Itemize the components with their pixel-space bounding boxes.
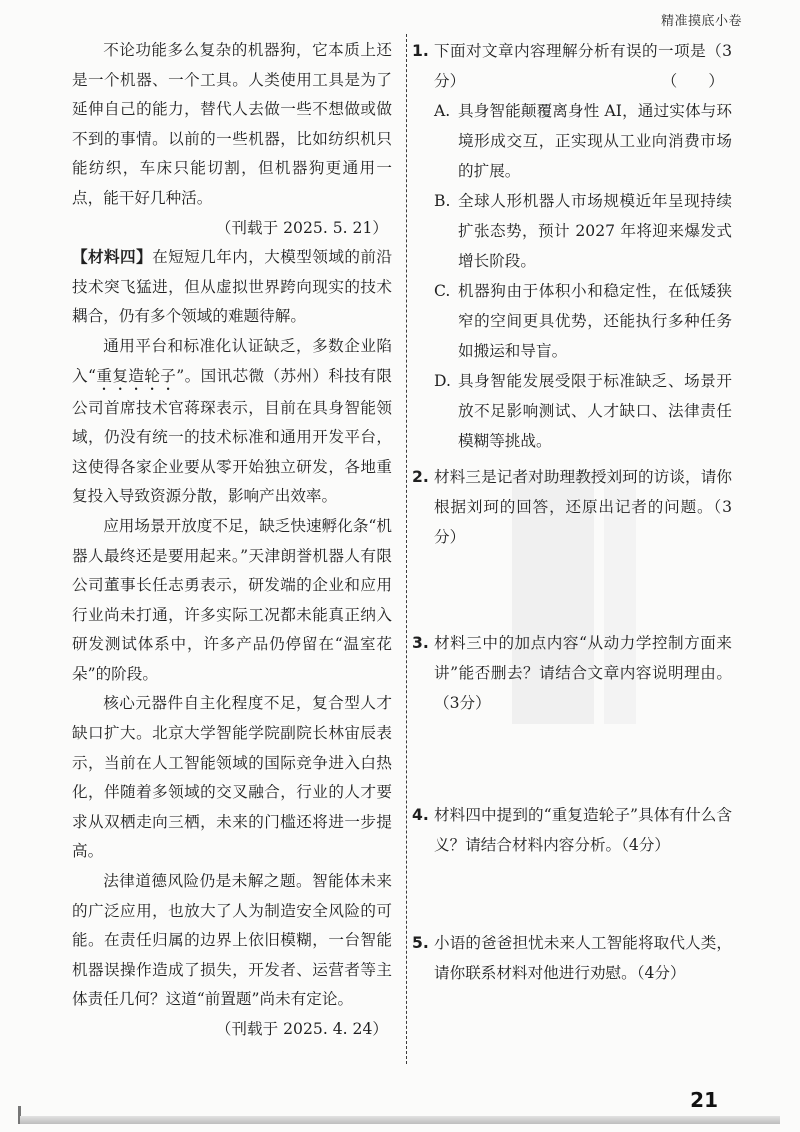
page-number: 21 [690, 1088, 718, 1112]
column-divider [406, 34, 407, 1064]
question-number: 5. [412, 934, 429, 952]
header-title: 精准摸底小卷 [660, 14, 742, 29]
answer-bracket: （ ） [661, 72, 724, 90]
question-text: 材料四中提到的“重复造轮子”具体有什么含义？请结合材料内容分析。（4分） [434, 806, 732, 854]
material-four-intro [72, 243, 392, 332]
question-number: 2. [412, 468, 429, 486]
option-d [412, 366, 732, 456]
option-text: 机器狗由于体积小和稳定性，在低矮狭窄的空间更具优势，还能执行多种任务如搬运和导盲。 [458, 282, 732, 360]
source-date-1: （刊载于 2025. 5. 21） [215, 218, 388, 237]
question-4 [412, 800, 732, 860]
option-text: 具身智能颠覆离身性 AI，通过实体与环境形成交互，正实现从工业向消费市场的扩展。 [458, 102, 732, 180]
question-text [434, 36, 732, 96]
option-text: 全球人形机器人市场规模近年呈现持续扩张态势，预计 2027 年将迎来爆发式增长阶段。 [458, 192, 732, 270]
question-text: 材料三中的加点内容“从动力学控制方面来讲”能否删去？请结合文章内容说明理由。（3分） [434, 634, 732, 712]
material-four-text: 在短短几年内，大模型领域的前沿技术突飞猛进，但从虚拟世界跨向现实的技术耦合，仍有多个领域的难题待解。 [72, 248, 392, 326]
question-5 [412, 928, 732, 988]
question-2 [412, 462, 732, 552]
paragraph-standards-part-b: 。国讯芯微（苏州）科技有限公司首席技术官蒋琛表示，目前在具身智能领域，仍没有统一的技术标准和通用开发平台，这使得各家企业要从零开始独立研发，各地重复投入导致资源分散，影响产出效率。 [72, 366, 392, 506]
paragraph-scenarios: 应用场景开放度不足，缺乏快速孵化条“机器人最终还是要用起来。”天津朗誉机器人有限公司董事长任志勇表示，研发端的企业和应用行业尚未打通，许多实际工况都未能真正纳入研发测试体系中，许多产品仍停留在“温室花朵”的阶段。 [72, 516, 392, 683]
page-bottom-edge [20, 1116, 780, 1124]
paragraph-components: 核心元器件自主化程度不足，复合型人才缺口扩大。北京大学智能学院副院长林宙辰表示，当前在人工智能领域的国际竞争进入白热化，伴随着多领域的交叉融合，行业的人才要求从双栖走向三栖，未来的门槛还将进一步提高。 [72, 694, 392, 861]
option-c [412, 276, 732, 366]
right-column [412, 36, 732, 988]
option-b [412, 186, 732, 276]
option-label: B. [434, 192, 451, 210]
source-date-2: （刊载于 2025. 4. 24） [215, 1020, 388, 1038]
option-label: D. [434, 372, 451, 390]
question-text: 小语的爸爸担忧未来人工智能将取代人类，请你联系材料对他进行劝慰。（4分） [434, 934, 732, 982]
question-number: 4. [412, 806, 429, 824]
question-1 [412, 36, 732, 96]
option-text: 具身智能发展受限于标准缺乏、场景开放不足影响测试、人才缺口、法律责任模糊等挑战。 [458, 372, 732, 450]
material-four-tag: 【材料四】 [72, 248, 153, 267]
paragraph-robot-dog: 不论功能多么复杂的机器狗，它本质上还是一个机器、一个工具。人类使用工具是为了延伸自己的能力，替代人去做一些不想做或做不到的事情。以前的一些机器，比如纺织机只能纺织，车床只能切割，但机器狗更通用一点，能干好几种活。 [72, 41, 392, 207]
left-column [72, 36, 392, 1045]
question-number: 1. [412, 42, 429, 60]
question-number: 3. [412, 634, 429, 652]
question-text: 材料三是记者对助理教授刘珂的访谈，请你根据刘珂的回答，还原出记者的问题。（3分） [434, 468, 732, 546]
option-label: A. [434, 102, 451, 120]
paragraph-standards-part-a: 通用平台和标准化认证缺乏，多数企业陷入 [72, 336, 392, 385]
option-label: C. [434, 282, 451, 300]
question-1-stem: 下面对文章内容理解分析有误的一项是（3分） [434, 42, 732, 90]
question-3 [412, 628, 732, 718]
paragraph-legal-risk: 法律道德风险仍是未解之题。智能体未来的广泛应用，也放大了人为制造安全风险的可能。在责任归属的边界上依旧模糊，一台智能机器误操作造成了损失，开发者、运营者等主体责任几何？这道“前置题”尚未有定论。 [72, 872, 392, 1009]
option-a [412, 96, 732, 186]
paragraph-standards [72, 332, 392, 512]
emphasis-reinvent-wheel: “重复造轮子” [87, 366, 185, 385]
